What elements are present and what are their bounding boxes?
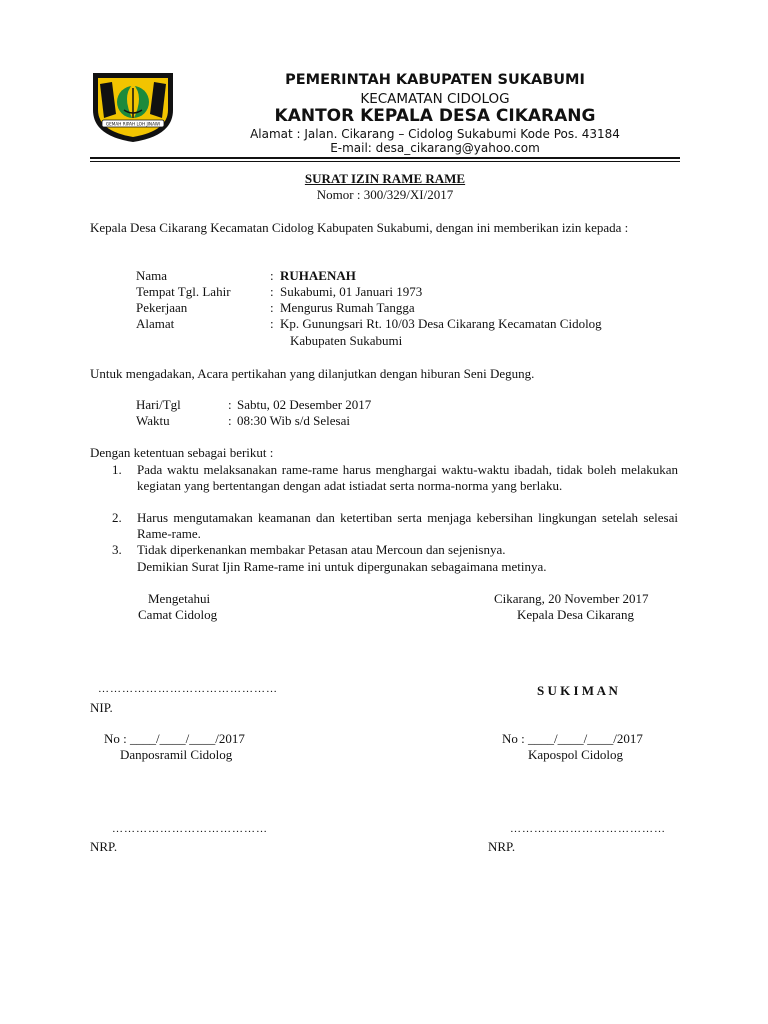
- field-label-birth: Tempat Tgl. Lahir: [136, 284, 231, 299]
- sig-lower-right-dots: …………………………………: [510, 823, 666, 835]
- letterhead-divider-thick: [90, 157, 680, 159]
- purpose-paragraph: Untuk mengadakan, Acara pertikahan yang dilanjutkan dengan hiburan Seni Degung.: [90, 366, 535, 381]
- sig-right-role: Kepala Desa Cikarang: [517, 607, 634, 622]
- field-colon: :: [270, 316, 274, 331]
- field-value-address-cont: Kabupaten Sukabumi: [290, 333, 403, 348]
- closing-paragraph: Demikian Surat Ijin Rame-rame ini untuk dipergunakan sebagaimana metinya.: [137, 559, 547, 574]
- field-value-address: Kp. Gunungsari Rt. 10/03 Desa Cikarang Kecamatan Cidolog: [280, 316, 602, 331]
- schedule-colon: :: [228, 397, 232, 412]
- sig-lower-left-dots: …………………………………: [112, 823, 268, 835]
- header-office: KANTOR KEPALA DESA CIKARANG: [274, 106, 596, 126]
- schedule-value-date: Sabtu, 02 Desember 2017: [237, 397, 372, 412]
- conditions-intro: Dengan ketentuan sebagai berikut :: [90, 445, 274, 460]
- field-value-name: RUHAENAH: [280, 268, 356, 283]
- sig-lower-right-nrp: NRP.: [488, 839, 516, 854]
- logo-motto: GEMAH RIPAH LOH JINAWI: [105, 121, 161, 127]
- sig-left-acknowledged: Mengetahui: [148, 591, 211, 606]
- schedule-colon: :: [228, 413, 232, 428]
- condition-text-1: Pada waktu melaksanakan rame-rame harus menghargai waktu-waktu ibadah, tidak boleh melakukan kegiatan yang bertentangan dengan adat istiadat serta norma-norma yang berlaku.: [137, 462, 678, 493]
- field-value-birth: Sukabumi, 01 Januari 1973: [280, 284, 423, 299]
- condition-text-3: Tidak diperkenankan membakar Petasan atau Mercoun dan sejenisnya.: [137, 542, 506, 557]
- header-district: KECAMATAN CIDOLOG: [360, 91, 510, 107]
- intro-paragraph: Kepala Desa Cikarang Kecamatan Cidolog Kabupaten Sukabumi, dengan ini memberikan izin kepada :: [90, 220, 629, 235]
- letter-number: Nomor : 300/329/XI/2017: [316, 187, 454, 202]
- sig-left-nip: NIP.: [90, 700, 113, 715]
- sig-lower-right-role: Kapospol Cidolog: [528, 747, 623, 762]
- condition-number-1: 1.: [112, 462, 122, 477]
- sukabumi-regency-emblem: [90, 70, 176, 144]
- header-government: PEMERINTAH KABUPATEN SUKABUMI: [285, 72, 585, 88]
- letterhead-divider-thin: [90, 161, 680, 162]
- field-colon: :: [270, 284, 274, 299]
- field-label-name: Nama: [136, 268, 168, 283]
- letter-title: SURAT IZIN RAME RAME: [304, 171, 466, 186]
- sig-lower-left-number: No : ____/____/____/2017: [104, 731, 245, 746]
- field-colon: :: [270, 268, 274, 283]
- header-address: Alamat : Jalan. Cikarang – Cidolog Sukabumi Kode Pos. 43184: [250, 127, 620, 141]
- field-colon: :: [270, 300, 274, 315]
- schedule-label-time: Waktu: [136, 413, 170, 428]
- sig-right-place-date: Cikarang, 20 November 2017: [494, 591, 649, 606]
- field-label-address: Alamat: [136, 316, 175, 331]
- condition-number-3: 3.: [112, 542, 122, 557]
- field-label-occupation: Pekerjaan: [136, 300, 188, 315]
- field-value-occupation: Mengurus Rumah Tangga: [280, 300, 415, 315]
- sig-lower-left-role: Danposramil Cidolog: [120, 747, 233, 762]
- schedule-value-time: 08:30 Wib s/d Selesai: [237, 413, 350, 428]
- sig-right-name: S U K I M A N: [537, 683, 618, 698]
- sig-lower-right-number: No : ____/____/____/2017: [502, 731, 643, 746]
- schedule-label-date: Hari/Tgl: [136, 397, 181, 412]
- condition-number-2: 2.: [112, 510, 122, 525]
- sig-left-role: Camat Cidolog: [138, 607, 218, 622]
- sig-left-dots: ………………………………………: [98, 683, 278, 695]
- sig-lower-left-nrp: NRP.: [90, 839, 118, 854]
- header-email: E-mail: desa_cikarang@yahoo.com: [330, 141, 540, 155]
- condition-text-2: Harus mengutamakan keamanan dan ketertiban serta menjaga kebersihan lingkungan setelah selesai Rame-rame.: [137, 510, 678, 541]
